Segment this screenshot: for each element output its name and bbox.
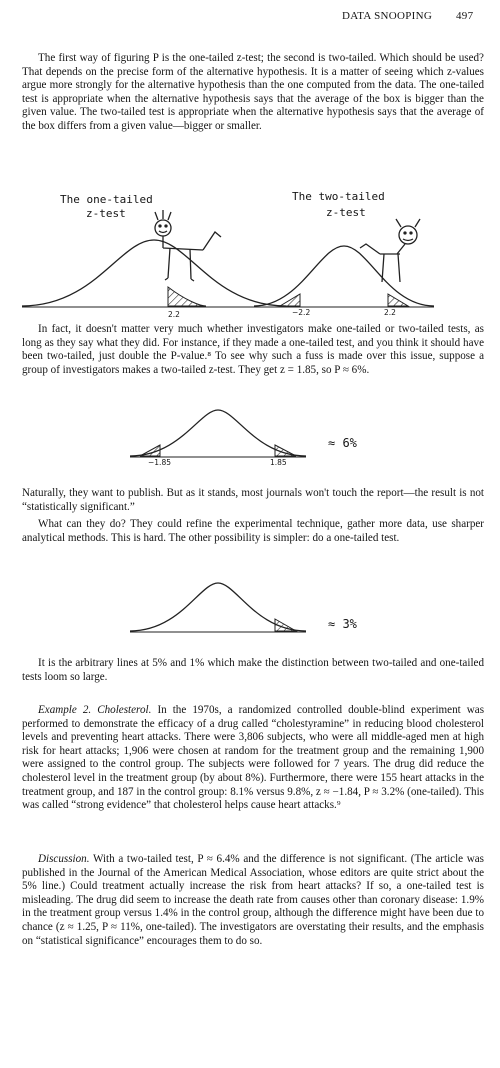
paragraph-what-can-they-do: What can they do? They could refine the experimental technique, gather more data, use sharper analytical methods. This is hard. The other possibility is simpler: do a one-tailed test. [22,518,484,544]
one-tailed-three-percent-figure [0,575,500,645]
figure2-left-shaded-tail [140,445,160,456]
figure2-right-shaded-tail [275,445,296,456]
paragraph-fuss-over-tails: In fact, it doesn't matter very much whether investigators make one-tailed or two-tailed tests, as long as they say what they did. For instance, if they made a one-tailed test, and you think it should have been two-tailed, just double the P-value.⁸ To see why such a fuss is made over this issue, suppose a group of investigators makes a two-tailed z-test. They get z = 1.85, so P ≈ 6%. [22,323,484,376]
paragraph-want-to-publish: Naturally, they want to publish. But as it stands, most journals won't touch the report—the result is not “statistically significant.” [22,487,484,513]
two-tailed-normal-curve [254,246,434,306]
one-tailed-shaded-tail [168,287,206,306]
one-tailed-tick-label: 2.2 [168,310,180,319]
discussion-label: Discussion. [38,853,90,865]
one-tailed-creature-drawing [155,210,221,281]
figure3-right-shaded-tail [275,619,296,631]
example-cholesterol [22,704,484,813]
running-title: DATA SNOOPING [342,10,433,22]
example-label: Example 2. Cholesterol. [38,704,152,716]
discussion-paragraph [22,853,484,948]
two-tailed-neg-tick-label: −2.2 [292,308,311,317]
two-tailed-six-percent-figure [0,400,500,470]
example-text: In the 1970s, a randomized controlled double-blind experiment was performed to demonstrate the efficacy of a drug called “cholestyramine” in reducing blood cholesterol levels and preventing heart attacks. There were 3,806 subjects, who were all middle-aged men at high risk for heart attacks; 1,906 were chosen at random for the treatment group and the remaining 1,900 were assigned to the control group. The subjects were followed for 7 years. The drug did reduce the cholesterol level in the treatment group (by about 8%). Furthermore, there were 155 heart attacks in the treatment group, and 187 in the control group: 8.1% versus 9.8%, z ≈ −1.84, P ≈ 3.2% (one-tailed). This was called “strong evidence” that cholesterol helps cause heart attacks.⁹ [22,704,485,812]
two-tailed-pos-tick-label: 2.2 [384,308,396,317]
figure3-result-label: ≈ 3% [328,617,357,631]
one-tailed-label-line2: z-test [86,207,126,220]
two-tailed-right-shaded-tail [388,294,408,306]
discussion-text: With a two-tailed test, P ≈ 6.4% and the difference is not significant. (The article was published in the Journal of the American Medical Association, whose editors are quite strict about the 5% line.) Could treatment actually increase the risk from heart attacks? If so, a one-tailed test is misleading. The drug did seem to increase the death rate from causes other than coronary disease: 1.9% in the treatment group versus 1.4% in the control group, although the difference might have been due to chance (z ≈ 1.25, P ≈ 11%, one-tailed). The investigators are overstating their results, and the emphasis on “statistical significance” encourages them to do so. [22,853,484,947]
paragraph-arbitrary-lines: It is the arbitrary lines at 5% and 1% which make the distinction between two-tailed and one-tailed tests loom so large. [22,657,484,683]
two-tailed-left-shaded-tail [280,294,300,306]
two-tailed-creature-drawing [360,219,420,282]
one-tailed-normal-curve [22,240,286,306]
one-tailed-label-line1: The one-tailed [60,193,153,206]
figure2-neg-tick-label: −1.85 [148,458,171,467]
two-tailed-label-line2: z-test [326,206,366,219]
two-tailed-label-line1: The two-tailed [292,190,385,203]
page-number: 497 [456,10,474,22]
figure2-pos-tick-label: 1.85 [270,458,287,467]
paragraph-one-vs-two-tailed: The first way of figuring P is the one-tailed z-test; the second is two-tailed. Which should be used? That depends on the precise form of the alternative hypothesis. It is a matter of seeing which z-values argue more strongly for the alternative hypothesis than the one computed from the data. The one-tailed test is appropriate when the alternative hypothesis says that the average of the box is bigger than the given value. The two-tailed test is appropriate when the alternative hypothesis says that the average of the box differs from a given value—bigger or smaller. [22,52,484,132]
one-tailed-cartoon-figure [0,190,500,330]
figure2-result-label: ≈ 6% [328,436,357,450]
